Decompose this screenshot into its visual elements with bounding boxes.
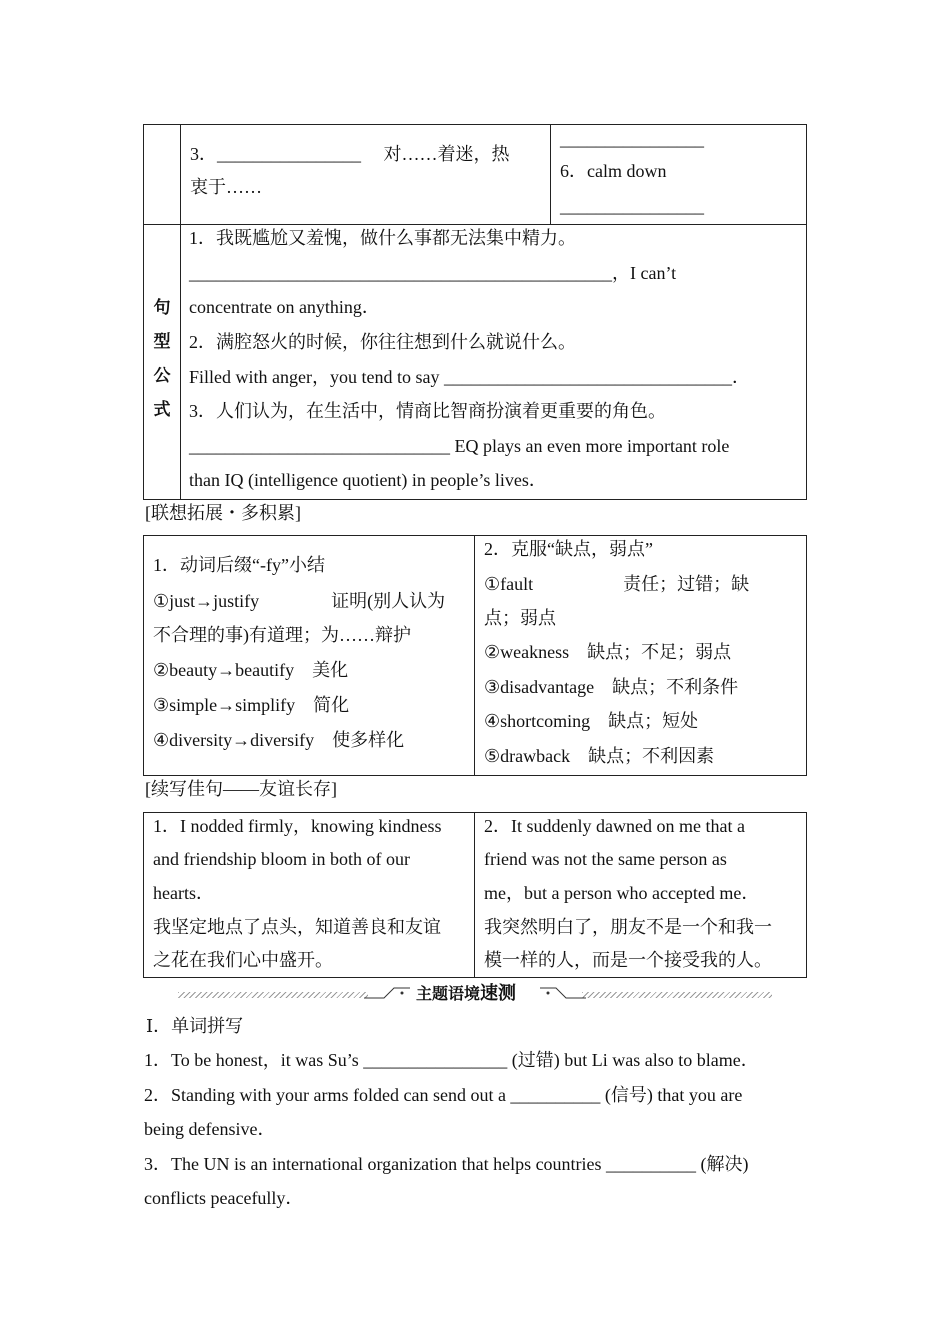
- sentence-line: 2．满腔怒火的时候，你往往想到什么就说什么。: [189, 332, 576, 352]
- phrase-item-6: 6．calm down: [560, 161, 667, 181]
- right-list-item: 2．克服“缺点，弱点”: [484, 539, 653, 559]
- right-sentence-line: friend was not the same person as: [484, 849, 727, 869]
- left-list-item: ①just→justify 证明(别人认为: [153, 591, 446, 611]
- right-sentence-line: 模一样的人，而是一个接受我的人。: [484, 950, 772, 970]
- left-list-item: ②beauty→beautify 美化: [153, 660, 349, 680]
- sentence-line: 3．人们认为，在生活中，情商比智商扮演着更重要的角色。: [189, 401, 666, 421]
- left-sentence-line: and friendship bloom in both of our: [153, 849, 410, 869]
- phrase-item-3: 3．________________ 对……着迷，热: [190, 144, 510, 164]
- left-sentence-line: hearts．: [153, 883, 214, 903]
- phrase-item-3-continued: 衷于……: [190, 177, 262, 197]
- exercise-line: 3．The UN is an international organization that helps countries __________ (解决): [144, 1154, 749, 1174]
- phrase-blank-top: ________________: [560, 129, 704, 149]
- section-label-char: 型: [153, 332, 171, 352]
- sentence-line: concentrate on anything．: [189, 297, 380, 317]
- exercise-line: 2．Standing with your arms folded can send out a __________ (信号) that you are: [144, 1085, 743, 1105]
- banner-hatch-left: [178, 992, 368, 998]
- banner-hatch-right: [582, 992, 772, 998]
- left-sentence-line: 1．I nodded firmly，knowing kindness: [153, 816, 442, 836]
- right-list-item: ③disadvantage 缺点；不利条件: [484, 677, 739, 697]
- right-sentence-line: 我突然明白了，朋友不是一个和我一: [484, 917, 772, 937]
- left-list-item: ④diversity→diversify 使多样化: [153, 730, 405, 750]
- exercise-line: conflicts peacefully．: [144, 1188, 304, 1208]
- right-list-item: 点；弱点: [484, 608, 556, 628]
- section-label-char: 式: [153, 400, 171, 420]
- right-list-item: ①fault 责任；过错；缺: [484, 574, 750, 594]
- sentence-line: 1．我既尴尬又羞愧，做什么事都无法集中精力。: [189, 228, 576, 248]
- banner-title: [416, 979, 516, 1005]
- right-sentence-line: me，but a person who accepted me．: [484, 883, 760, 903]
- left-list-item: ③simple→simplify 简化: [153, 695, 350, 715]
- right-sentence-line: 2．It suddenly dawned on me that a: [484, 816, 745, 836]
- right-list-item: ④shortcoming 缺点；短处: [484, 711, 699, 731]
- left-sentence-line: 我坚定地点了点头，知道善良和友谊: [153, 917, 441, 937]
- exercise-line: being defensive．: [144, 1119, 276, 1139]
- section-label-char: 句: [153, 298, 171, 318]
- phrase-blank-bottom: ________________: [560, 196, 704, 216]
- banner-title-big: 速测: [480, 983, 517, 1004]
- left-list-item: 不合理的事)有道理；为……辩护: [153, 625, 411, 645]
- right-list-item: ②weakness 缺点；不足；弱点: [484, 642, 732, 662]
- left-sentence-line: 之花在我们心中盛开。: [153, 950, 333, 970]
- section-heading-association: [联想拓展・多积累]: [145, 503, 301, 523]
- sentence-line: Filled with anger，you tend to say ________________________________．: [189, 367, 750, 387]
- exercise-heading: Ⅰ．单词拼写: [146, 1016, 244, 1036]
- right-list-item: ⑤drawback 缺点；不利因素: [484, 746, 715, 766]
- banner-title-normal: 主题语境: [416, 984, 481, 1003]
- section-label-char: 公: [153, 366, 171, 386]
- exercise-line: 1．To be honest，it was Su’s ________________ (过错) but Li was also to blame．: [144, 1050, 759, 1070]
- sentence-line: _____________________________ EQ plays an even more important role: [189, 436, 730, 456]
- left-list-item: 1．动词后缀“-fy”小结: [153, 555, 325, 575]
- section-heading-sentences: [续写佳句——友谊长存]: [145, 779, 337, 799]
- sentence-line: than IQ (intelligence quotient) in people’s lives．: [189, 470, 547, 490]
- sentence-line: _______________________________________________，I can’t: [189, 263, 677, 283]
